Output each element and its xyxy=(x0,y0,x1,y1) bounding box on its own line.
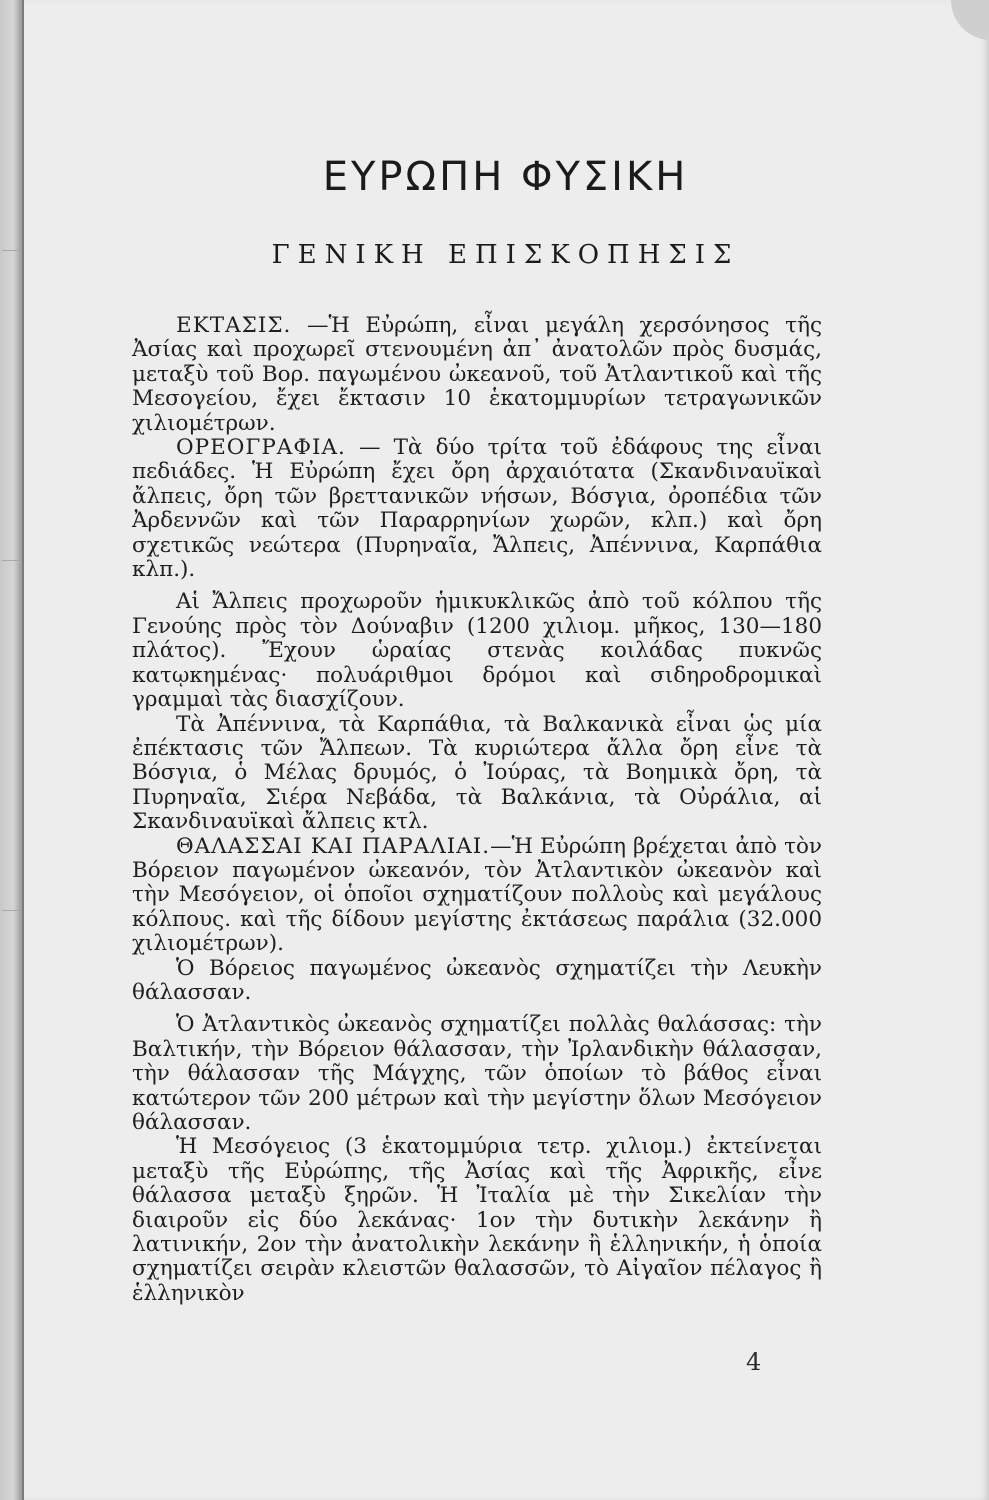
section-heading-oreografia: ΟΡΕΟΓΡΑΦΙΑ. xyxy=(176,435,346,461)
paragraph-voreios: Ὁ Βόρειος παγωμένος ὠκεανὸς σχηματίζει τὴν Λευκὴν θάλασσαν. xyxy=(132,955,822,1005)
section-heading-ektasis: ΕΚΤΑΣΙΣ. xyxy=(176,313,292,338)
paragraph-text: —Ἡ Εὐρώπη, εἶναι μεγάλη χερσόνησος τῆς Ἀσίας καὶ προχωρεῖ στενουμένη ἀπ᾽ ἀνατολῶν πρὸς δυσμάς, μεταξὺ τοῦ Βορ. παγωμένου ὠκεανοῦ, τοῦ Ἀτλαντικοῦ καὶ τῆς Μεσογείου, ἔχει ἔκτασιν 10 ἑκατομμυρίων τετραγωνικῶν χιλιομέτρων. xyxy=(132,313,822,436)
page-subtitle: ΓΕΝΙΚΗ ΕΠΙΣΚΟΠΗΣΙΣ xyxy=(271,240,740,270)
page-number: 4 xyxy=(746,1348,762,1376)
paragraph-oreografia xyxy=(132,436,822,582)
paragraph-mesogeios: Ἡ Μεσόγειος (3 ἑκατομμύρια τετρ. χιλιομ.) ἐκτείνεται μεταξὺ τῆς Εὐρώπης, τῆς Ἀσίας καὶ τῆς Ἀφρικῆς, εἶνε θάλασσα μεταξὺ ξηρῶν. Ἡ Ἰταλία μὲ τὴν Σικελίαν τὴν διαιροῦν εἰς δύο λεκάνας· 1ον τὴν δυτικὴν λεκάνην ἢ λατινικήν, 2ον τὴν ἀνατολικὴν λεκάνην ἢ ἑλληνικήν, ἡ ὁποία σχηματίζει σειρὰν κλειστῶν θαλασσῶν, τὸ Αἰγαῖον πέλαγος ἢ ἑλληνικὸν xyxy=(132,1134,822,1306)
page-title: ΕΥΡΩΠΗ ΦΥΣΙΚΗ xyxy=(322,154,689,200)
adjacent-page-edge xyxy=(0,0,22,1500)
paragraph-text: — Τὰ δύο τρίτα τοῦ ἐδάφους της εἶναι πεδιάδες. Ἡ Εὐρώπη ἔχει ὄρη ἀρχαιότατα (Σκανδιναυϊκαὶ ἄλπεις, ὄρη τῶν βρεττανικῶν νήσων, Βόσγια, ὀροπέδια τῶν Ἀρδεννῶν καὶ τῶν Παραρρηνίων χωρῶν, κλπ.) καὶ ὄρη σχετικῶς νεώτερα (Πυρηναῖα, Ἄλπεις, Ἀπέννινα, Καρπάθια κλπ.). xyxy=(132,435,822,583)
paragraph-text: —Ἡ Εὐρώπη βρέχεται ἀπὸ τὸν Βόρειον παγωμένον ὠκεανόν, τὸν Ἀτλαντικὸν ὠκεανὸν καὶ τὴν Μεσόγειον, οἱ ὁποῖοι σχηματίζουν πολλοὺς καὶ μεγάλους κόλπους. καὶ τῆς δίδουν μεγίστης ἐκτάσεως παράλια (32.000 χιλιομέτρων). xyxy=(132,833,822,957)
paragraph-alpeis: Αἱ Ἄλπεις προχωροῦν ἡμικυκλικῶς ἀπὸ τοῦ κόλπου τῆς Γενούης πρὸς τὸν Δούναβιν (1200 χιλιομ. μῆκος, 130—180 πλάτος). Ἔχουν ὡραίας στενὰς κοιλάδας πυκνῶς κατῳκημένας· πολυάριθμοι δρόμοι καὶ σιδηροδρομικαὶ γραμμαὶ τὰς διασχίζουν. xyxy=(132,589,822,713)
section-heading-thalassai: ΘΑΛΑΣΣΑΙ ΚΑΙ ΠΑΡΑΛΙΑΙ. xyxy=(176,833,491,859)
paragraph-ektasis xyxy=(132,314,822,436)
paragraph-atlantikos: Ὁ Ἀτλαντικὸς ὠκεανὸς σχηματίζει πολλὰς θαλάσσας: τὴν Βαλτικήν, τὴν Βόρειον θάλασσαν, τὴν Ἰρλανδικὴν θάλασσαν, τὴν θάλασσαν τῆς Μάγχης, τῶν ὁποίων τὸ βάθος εἶναι κατώτερον τῶν 200 μέτρων καὶ τὴν μεγίστην ὅλων Μεσόγειον θάλασσαν. xyxy=(132,1012,822,1135)
paragraph-thalassai xyxy=(132,835,822,957)
page-corner xyxy=(951,0,989,40)
body-text xyxy=(132,314,822,1306)
paragraph-apennina: Τὰ Ἀπέννινα, τὰ Καρπάθια, τὰ Βαλκανικὰ εἶναι ὡς μία ἐπέκτασις τῶν Ἄλπεων. Τὰ κυριώτερα ἄλλα ὄρη εἶνε τὰ Βόσγια, ὁ Μέλας δρυμός, ὁ Ἰούρας, τὰ Βοημικὰ ὄρη, τὰ Πυρηναῖα, Σιέρα Νεβάδα, τὰ Βαλκάνια, τὰ Οὐράλια, αἱ Σκανδιναυϊκαὶ ἄλπεις κτλ. xyxy=(132,711,822,835)
